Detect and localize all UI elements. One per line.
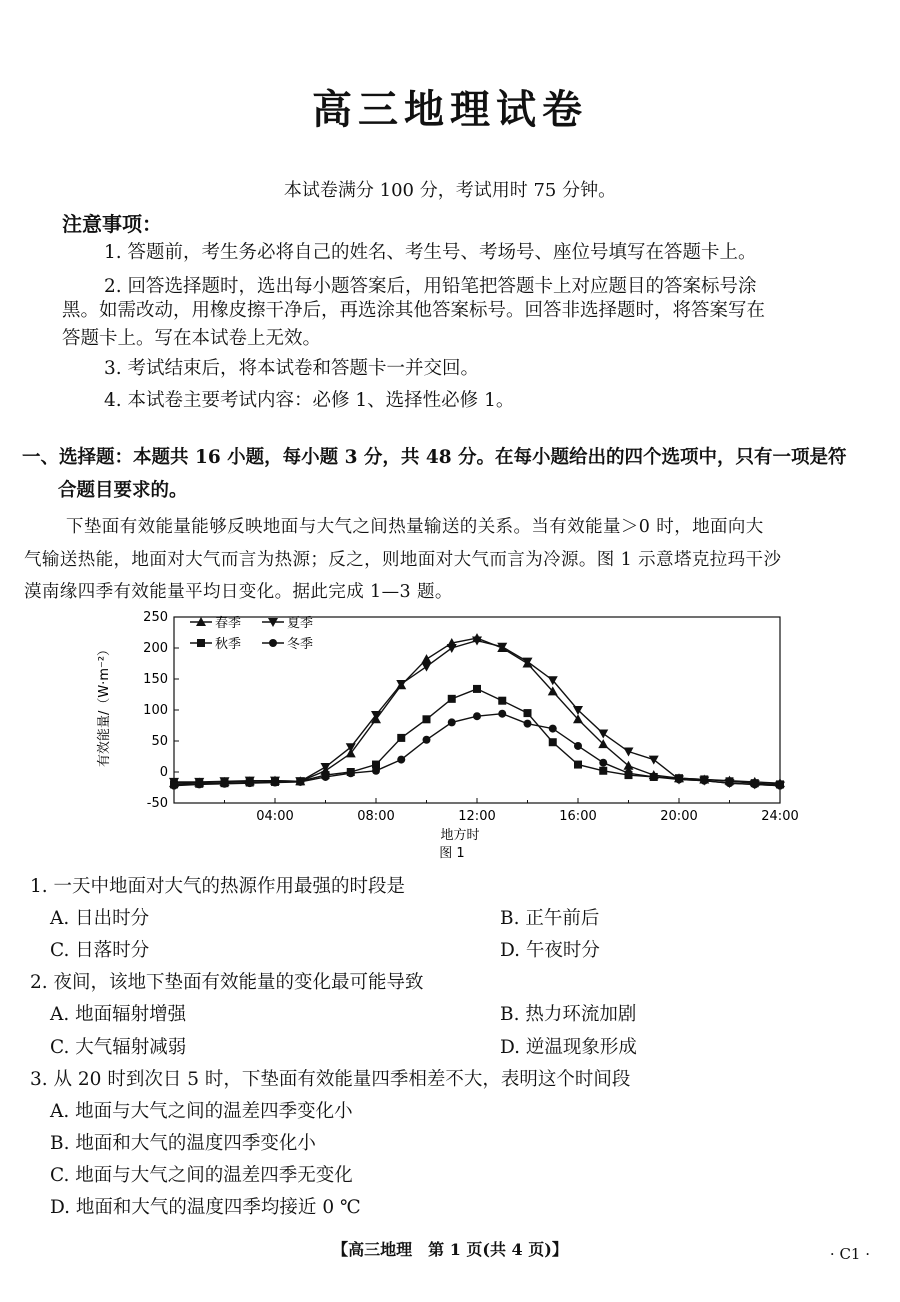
passage-line: 下垫面有效能量能够反映地面与大气之间热量输送的关系。当有效能量＞0 时，地面向大 xyxy=(66,517,764,537)
notice-line: 黑。如需改动，用橡皮擦干净后，再选涂其他答案标号。回答非选择题时，将答案写在 xyxy=(62,300,766,321)
energy-line-chart xyxy=(0,600,900,870)
passage-line: 漠南缘四季有效能量平均日变化。据此完成 1—3 题。 xyxy=(24,582,453,602)
data-point xyxy=(498,710,506,718)
data-point xyxy=(397,756,405,764)
legend-label: 春季 xyxy=(215,616,242,631)
data-point xyxy=(574,761,582,769)
question-1-option-c[interactable]: C. 日落时分 xyxy=(50,940,150,961)
section-heading-cont: 合题目要求的。 xyxy=(58,480,188,501)
x-tick-label: 08:00 xyxy=(357,809,395,824)
legend-entry xyxy=(262,637,313,652)
data-point xyxy=(524,709,532,717)
notice-heading: 注意事项： xyxy=(62,212,162,236)
legend-entry xyxy=(190,616,241,631)
x-tick-label: 20:00 xyxy=(660,809,698,824)
question-1-option-d[interactable]: D. 午夜时分 xyxy=(500,940,600,961)
question-3-option-d[interactable]: D. 地面和大气的温度四季均接近 0 ℃ xyxy=(50,1197,361,1218)
y-tick-label: 200 xyxy=(143,641,168,656)
exam-subtitle: 本试卷满分 100 分，考试用时 75 分钟。 xyxy=(283,180,617,201)
x-tick-label: 16:00 xyxy=(559,809,597,824)
question-3-option-a[interactable]: A. 地面与大气之间的温差四季变化小 xyxy=(50,1101,353,1122)
section-heading: 一、选择题：本题共 16 小题，每小题 3 分，共 48 分。在每小题给出的四个选项中，只有一项是符 xyxy=(22,447,847,468)
question-3-stem: 3. 从 20 时到次日 5 时，下垫面有效能量四季相差不大，表明这个时间段 xyxy=(30,1069,631,1090)
notice-line: 1. 答题前，考生务必将自己的姓名、考生号、考场号、座位号填写在答题卡上。 xyxy=(104,242,757,263)
data-point xyxy=(448,695,456,703)
notice-line: 4. 本试卷主要考试内容：必修 1、选择性必修 1。 xyxy=(104,390,515,411)
data-point xyxy=(549,725,557,733)
legend-label: 夏季 xyxy=(287,616,314,631)
question-2-option-a[interactable]: A. 地面辐射增强 xyxy=(50,1004,187,1025)
data-point xyxy=(195,780,203,788)
data-point xyxy=(269,639,277,647)
series-square xyxy=(170,685,784,788)
data-point xyxy=(422,663,432,672)
data-point xyxy=(322,773,330,781)
data-point xyxy=(625,769,633,777)
series-line xyxy=(174,714,780,786)
x-tick-label: 12:00 xyxy=(458,809,496,824)
data-point xyxy=(296,778,304,786)
legend-entry xyxy=(190,636,241,652)
data-point xyxy=(599,759,607,767)
y-tick-label: 250 xyxy=(143,610,168,625)
notice-line: 3. 考试结束后，将本试卷和答题卡一并交回。 xyxy=(104,358,480,379)
data-point xyxy=(549,738,557,746)
x-tick-label: 24:00 xyxy=(761,809,799,824)
y-tick-label: -50 xyxy=(146,796,168,811)
data-point xyxy=(599,767,607,775)
series-triangle-up xyxy=(169,633,785,787)
data-point xyxy=(170,782,178,790)
y-tick-label: 100 xyxy=(143,703,168,718)
data-point xyxy=(197,639,205,647)
chart-legend xyxy=(190,616,313,652)
data-point xyxy=(422,654,432,663)
data-point xyxy=(397,734,405,742)
page-footer: 【高三地理 第 1 页(共 4 页)】 xyxy=(332,1240,568,1259)
data-point xyxy=(271,779,279,787)
data-point xyxy=(473,712,481,720)
data-point xyxy=(700,777,708,785)
question-3-option-c[interactable]: C. 地面与大气之间的温差四季无变化 xyxy=(50,1165,353,1186)
question-2-stem: 2. 夜间，该地下垫面有效能量的变化最可能导致 xyxy=(30,972,424,993)
question-1-option-a[interactable]: A. 日出时分 xyxy=(50,908,150,929)
notice-line: 答题卡上。写在本试卷上无效。 xyxy=(62,328,322,349)
data-point xyxy=(726,779,734,787)
data-point xyxy=(498,697,506,705)
series-circle xyxy=(170,710,784,790)
data-point xyxy=(574,742,582,750)
data-point xyxy=(221,780,229,788)
y-tick-label: 0 xyxy=(159,765,168,780)
y-tick-label: 150 xyxy=(143,672,168,687)
x-axis-label: 地方时 xyxy=(440,828,480,843)
question-2-option-d[interactable]: D. 逆温现象形成 xyxy=(500,1037,637,1058)
data-point xyxy=(473,685,481,693)
notice-line: 2. 回答选择题时，选出每小题答案后，用铅笔把答题卡上对应题目的答案标号涂 xyxy=(104,276,757,297)
data-point xyxy=(423,715,431,723)
y-tick-label: 50 xyxy=(151,734,168,749)
figure-caption: 图 1 xyxy=(439,846,465,861)
data-point xyxy=(524,720,532,728)
data-point xyxy=(675,775,683,783)
data-point xyxy=(423,736,431,744)
chart-series xyxy=(169,633,785,791)
data-point xyxy=(246,779,254,787)
data-point xyxy=(649,756,659,765)
data-point xyxy=(347,769,355,777)
question-1-stem: 1. 一天中地面对大气的热源作用最强的时段是 xyxy=(30,876,406,897)
y-axis-label: 有效能量/（W·m⁻²） xyxy=(97,642,112,768)
legend-label: 冬季 xyxy=(287,637,314,652)
corner-mark: · C1 · xyxy=(829,1245,870,1263)
data-point xyxy=(598,730,608,739)
data-point xyxy=(776,782,784,790)
question-1-option-b[interactable]: B. 正午前后 xyxy=(500,908,600,929)
data-point xyxy=(447,644,457,653)
passage-line: 气输送热能，地面对大气而言为热源；反之，则地面对大气而言为冷源。图 1 示意塔克拉玛干沙 xyxy=(24,550,782,570)
series-line xyxy=(174,638,780,783)
data-point xyxy=(751,780,759,788)
legend-label: 秋季 xyxy=(215,637,242,652)
series-line xyxy=(174,689,780,784)
question-2-option-b[interactable]: B. 热力环流加剧 xyxy=(500,1004,637,1025)
data-point xyxy=(372,767,380,775)
page-title: 高三地理试卷 xyxy=(312,86,588,133)
question-3-option-b[interactable]: B. 地面和大气的温度四季变化小 xyxy=(50,1133,316,1154)
data-point xyxy=(650,773,658,781)
x-tick-label: 04:00 xyxy=(256,809,294,824)
data-point xyxy=(448,718,456,726)
question-2-option-c[interactable]: C. 大气辐射减弱 xyxy=(50,1037,187,1058)
legend-entry xyxy=(262,616,313,631)
